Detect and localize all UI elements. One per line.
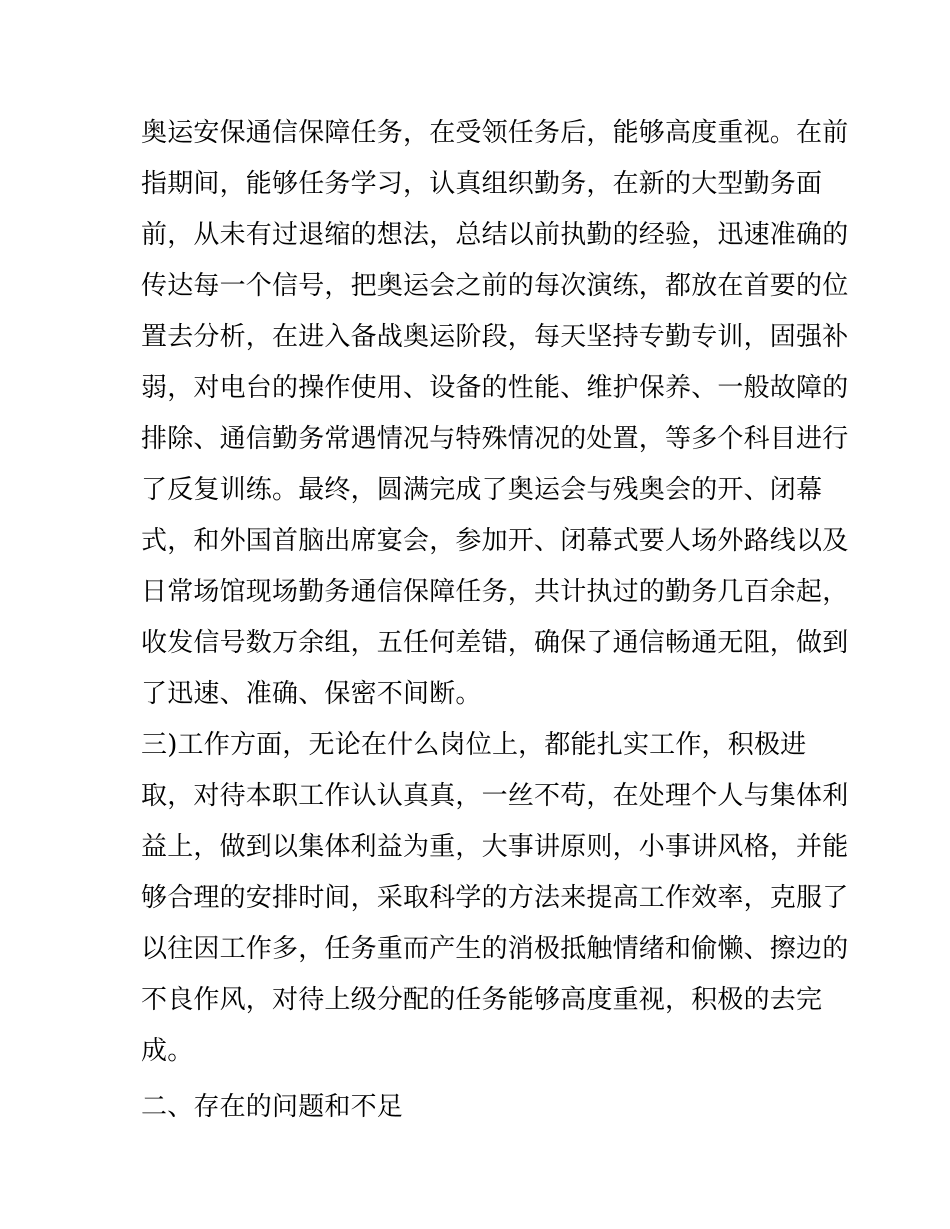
text-line: 取，对待本职工作认认真真，一丝不苟，在处理个人与集体利 — [141, 781, 849, 811]
text-line: 以往因工作多，任务重而产生的消极抵触情绪和偷懒、擦边的 — [141, 934, 849, 964]
text-line: 收发信号数万余组，五任何差错，确保了通信畅通无阻，做到 — [141, 628, 849, 658]
text-line: 传达每一个信号，把奥运会之前的每次演练，都放在首要的位 — [141, 271, 849, 301]
section-line: 三)工作方面，无论在什么岗位上，都能扎实工作，积极进 — [141, 730, 807, 760]
text-line: 指期间，能够任务学习，认真组织勤务，在新的大型勤务面 — [141, 169, 823, 199]
text-line: 日常场馆现场勤务通信保障任务，共计执过的勤务几百余起， — [141, 577, 849, 607]
text-line: 了迅速、准确、保密不间断。 — [141, 679, 482, 709]
text-line: 前，从未有过退缩的想法，总结以前执勤的经验，迅速准确的 — [141, 220, 849, 250]
text-line: 弱，对电台的操作使用、设备的性能、维护保养、一般故障的 — [141, 373, 849, 403]
section-heading: 二、存在的问题和不足 — [141, 1092, 404, 1122]
text-line: 益上，做到以集体利益为重，大事讲原则，小事讲风格，并能 — [141, 832, 849, 862]
text-line: 排除、通信勤务常遇情况与特殊情况的处置，等多个科目进行 — [141, 424, 849, 454]
text-line: 式，和外国首脑出席宴会，参加开、闭幕式要人场外路线以及 — [141, 526, 849, 556]
document-body — [141, 108, 849, 1133]
text-line: 置去分析，在进入备战奥运阶段，每天坚持专勤专训，固强补 — [141, 322, 849, 352]
text-line: 了反复训练。最终，圆满完成了奥运会与残奥会的开、闭幕 — [141, 475, 823, 505]
text-line: 成。 — [141, 1036, 194, 1066]
text-line: 奥运安保通信保障任务，在受领任务后，能够高度重视。在前 — [141, 118, 849, 148]
text-line: 不良作风，对待上级分配的任务能够高度重视，积极的去完 — [141, 985, 823, 1015]
text-line: 够合理的安排时间，采取科学的方法来提高工作效率，克服了 — [141, 883, 849, 913]
